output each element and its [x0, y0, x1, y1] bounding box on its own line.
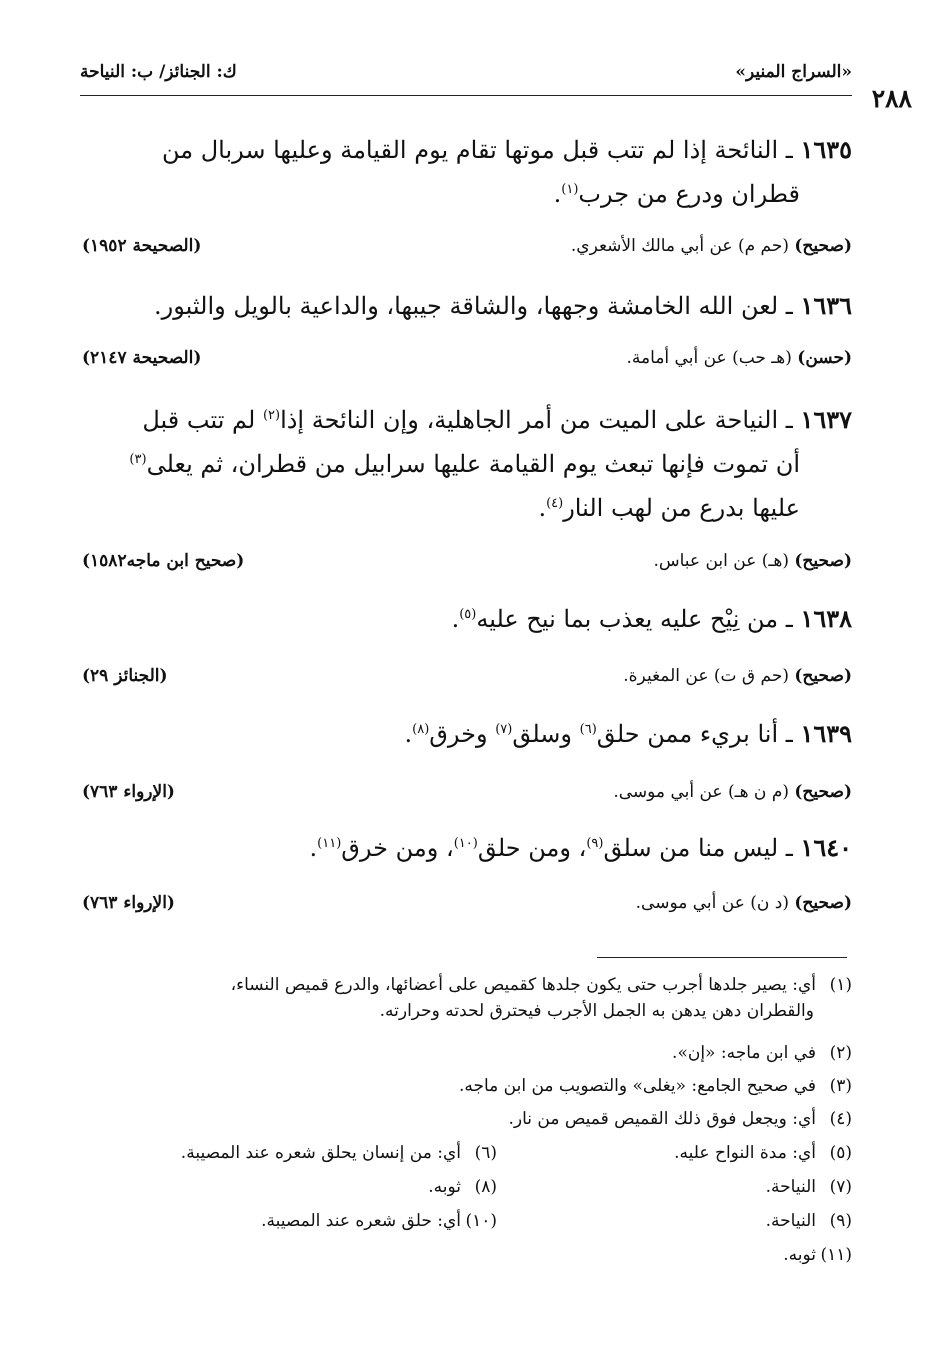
hadith-narrator: (حم ق ت) عن المغيرة. [623, 666, 789, 686]
hadith-text: ، ومن خرق [341, 834, 454, 862]
hadith-grade: (صحيح) [794, 551, 852, 571]
footnote-number: (٣) [829, 1076, 852, 1096]
hadith-grade: (صحيح) [794, 782, 852, 802]
book-title: «السراج المنير» [735, 62, 852, 82]
hadith-grade: (صحيح) [794, 236, 852, 256]
hadith-text: أنا بريء ممن حلق [596, 720, 779, 748]
hadith-text: وسلق [512, 720, 573, 748]
hadith-text: لم تتب قبل [142, 406, 256, 434]
footnote-ref: (٤) [546, 496, 564, 511]
hadith-grade: (حسن) [797, 348, 852, 368]
hadith-text: النياحة على الميت من أمر الجاهلية، وإن النائحة إذا [280, 406, 779, 434]
footnote-ref: (٨) [412, 722, 430, 737]
footnote-4 [82, 1106, 852, 1132]
footnote-text-cont: والقطران دهن يدهن به الجمل الأجرب فيحترق لحدته وحرارته. [379, 1001, 814, 1021]
footnote-8 [428, 1174, 497, 1200]
hadith-text: لعن الله الخامشة وجهها، والشاقة جيبها، والداعية بالويل والثبور. [154, 292, 779, 320]
hadith-number: ١٦٣٦ [800, 291, 852, 320]
footnote-ref: (١) [561, 182, 579, 197]
hadith-text-cont: عليها بدرع من لهب النار [563, 494, 800, 522]
chapter-title: ك: الجنائز/ ب: النياحة [80, 62, 237, 82]
hadith-1637: ١٦٣٧ ـ النياحة على الميت من أمر الجاهلية، وإن النائحة إذا$^{(٢)}$ لم تتب قبل أن تموت فإنها تبعث يوم القيامة عليها سرابيل من قطران، ثم يعلى$^{(٣)}$ عليها بدرع من لهب النار$^{(٤)}$. [129, 405, 852, 522]
footnote-text: ثوبه. [428, 1177, 461, 1197]
hadith-reference: (صحيح ابن ماجه١٥٨٢) [82, 551, 245, 571]
footnote-10 [261, 1208, 497, 1234]
hadith-reference: (الإرواء ٧٦٣) [82, 893, 175, 913]
hadith-source-1639 [82, 782, 852, 808]
footnote-ref: (٧) [495, 722, 513, 737]
hadith-text-cont: قطران ودرع من جرب [578, 180, 800, 208]
footnote-11 [783, 1242, 852, 1268]
hadith-1640: ١٦٤٠ ـ ليس منا من سلق$^{(٩)}$، ومن حلق$^{(١٠)}$، ومن خرق$^{(١١)}$. [309, 833, 852, 862]
footnote-1 [82, 972, 852, 1024]
page-number: ٢٨٨ [871, 84, 912, 113]
hadith-source-1640 [82, 893, 852, 919]
running-header [80, 62, 852, 92]
hadith-1639: ١٦٣٩ ـ أنا بريء ممن حلق$^{(٦)}$ وسلق$^{(٧)}$ وخرق$^{(٨)}$. [404, 719, 852, 748]
hadith-reference: (الإرواء ٧٦٣) [82, 782, 175, 802]
hadith-narrator: (هـ حب) عن أبي أمامة. [626, 348, 792, 368]
footnote-number: (٧) [829, 1177, 852, 1197]
footnote-text: أي: مدة النواح عليه. [674, 1143, 816, 1163]
hadith-narrator: (د ن) عن أبي موسى. [635, 893, 789, 913]
header-rule [80, 95, 852, 96]
footnote-text: في صحيح الجامع: «يغلى» والتصويب من ابن ماجه. [458, 1076, 816, 1096]
footnote-text: النياحة. [765, 1177, 816, 1197]
hadith-text: وخرق [429, 720, 488, 748]
hadith-1636: ١٦٣٦ ـ لعن الله الخامشة وجهها، والشاقة جيبها، والداعية بالويل والثبور. [154, 291, 852, 320]
footnote-ref: (٣) [129, 452, 147, 467]
hadith-reference: (الجنائز ٢٩) [82, 666, 168, 686]
footnote-text: ثوبه. [783, 1245, 816, 1265]
footnote-5 [674, 1140, 852, 1166]
footnote-number: (١) [829, 975, 852, 995]
hadith-reference: (الصحيحة ٢١٤٧) [82, 348, 202, 368]
footnote-number: (٦) [474, 1143, 497, 1163]
footnote-text: النياحة. [765, 1211, 816, 1231]
footnote-text: أي: من إنسان يحلق شعره عند المصيبة. [180, 1143, 461, 1163]
footnote-2 [82, 1040, 852, 1066]
hadith-text: ، ومن حلق [477, 834, 587, 862]
footnote-number: (٨) [474, 1177, 497, 1197]
footnote-ref: (١٠) [453, 836, 478, 851]
footnote-text: أي: حلق شعره عند المصيبة. [261, 1211, 461, 1231]
hadith-text: ليس منا من سلق [603, 834, 779, 862]
hadith-1638: ١٦٣٨ ـ من نِيْح عليه يعذب بما نيح عليه$^{(٥)}$. [451, 604, 852, 633]
hadith-number: ١٦٣٨ [800, 604, 852, 633]
hadith-text: النائحة إذا لم تتب قبل موتها تقام يوم القيامة وعليها سربال من [161, 136, 779, 164]
footnote-ref: (٦) [579, 722, 597, 737]
hadith-number: ١٦٤٠ [800, 833, 852, 862]
footnote-9 [766, 1208, 852, 1234]
hadith-text-cont: أن تموت فإنها تبعث يوم القيامة عليها سرابيل من قطران، ثم يعلى [146, 450, 800, 478]
footnote-rule [597, 957, 847, 958]
hadith-source-1637 [82, 551, 852, 577]
hadith-grade: (صحيح) [794, 893, 852, 913]
footnote-text: أي: يصير جلدها أجرب حتى يكون جلدها كقميص على أعضائها، والدرع قميص النساء، [230, 975, 816, 995]
hadith-1635: ١٦٣٥ ـ النائحة إذا لم تتب قبل موتها تقام يوم القيامة وعليها سربال من قطران ودرع من جرب$^{(١)}$. [161, 135, 852, 208]
footnote-3 [82, 1073, 852, 1099]
hadith-source-1638 [82, 666, 852, 692]
hadith-number: ١٦٣٩ [800, 719, 852, 748]
footnote-text: أي: ويجعل فوق ذلك القميص قميص من نار. [508, 1109, 816, 1129]
footnote-ref: (٢) [262, 408, 281, 423]
footnote-number: (٤) [829, 1109, 852, 1129]
hadith-reference: (الصحيحة ١٩٥٢) [82, 236, 202, 256]
footnote-number: (١١) [820, 1245, 852, 1265]
footnote-number: (١٠) [465, 1211, 497, 1231]
hadith-source-1636 [82, 348, 852, 374]
hadith-narrator: (هـ) عن ابن عباس. [653, 551, 789, 571]
hadith-number: ١٦٣٧ [800, 405, 852, 434]
footnote-6 [181, 1140, 497, 1166]
footnote-7 [766, 1174, 852, 1200]
hadith-number: ١٦٣٥ [800, 135, 852, 164]
footnote-text: في ابن ماجه: «إن». [672, 1043, 816, 1063]
footnote-number: (٢) [829, 1043, 852, 1063]
hadith-grade: (صحيح) [794, 666, 852, 686]
footnote-ref: (١١) [317, 836, 342, 851]
hadith-narrator: (م ن هـ) عن أبي موسى. [613, 782, 789, 802]
hadith-source-1635 [82, 236, 852, 262]
footnote-ref: (٩) [586, 836, 604, 851]
footnote-ref: (٥) [459, 607, 477, 622]
footnote-number: (٥) [829, 1143, 852, 1163]
footnote-number: (٩) [829, 1211, 852, 1231]
hadith-narrator: (حم م) عن أبي مالك الأشعري. [570, 236, 789, 256]
hadith-text: من نِيْح عليه يعذب بما نيح عليه [476, 605, 779, 633]
